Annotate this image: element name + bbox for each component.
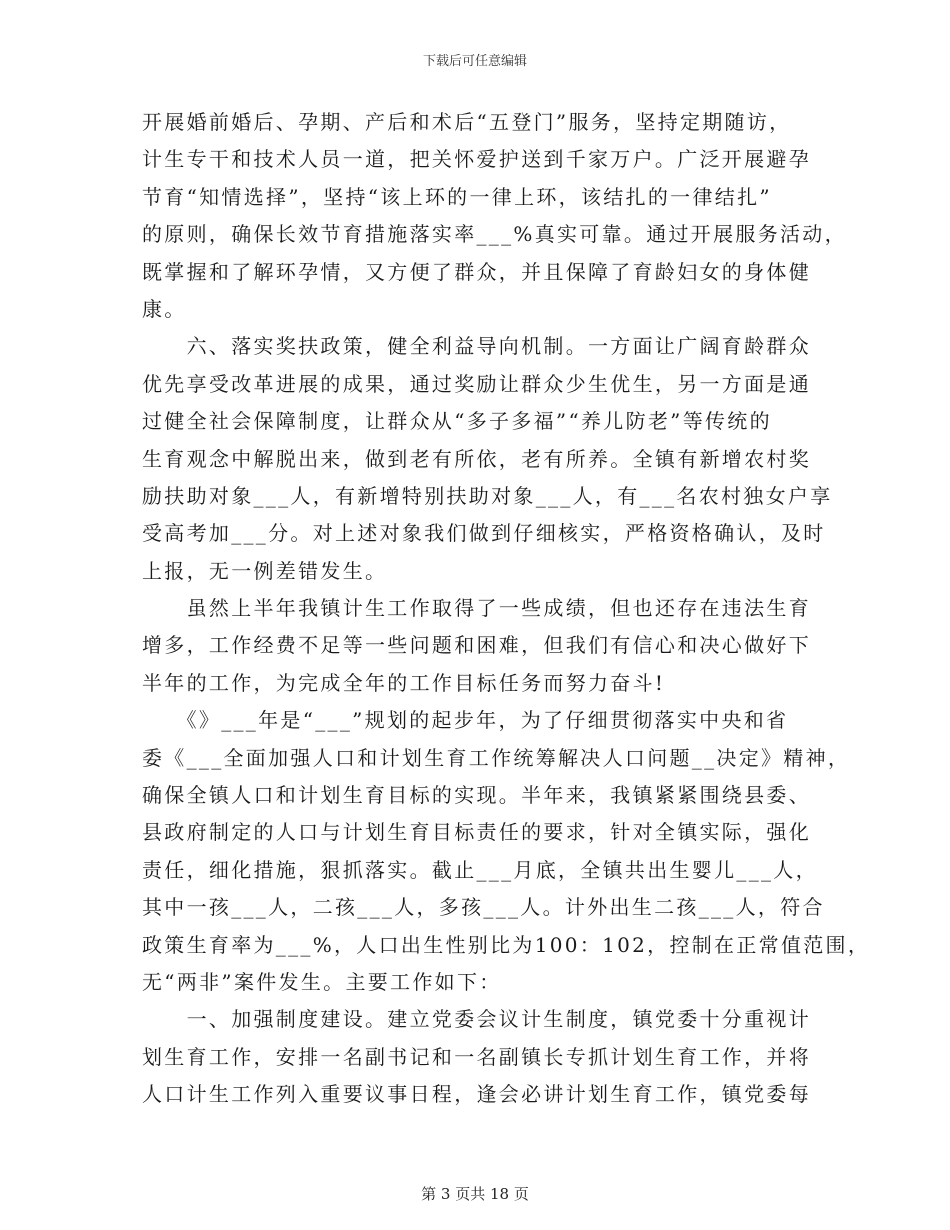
text-line: 增多，工作经费不足等一些问题和困难，但我们有信心和决心做好下 bbox=[142, 633, 811, 658]
text-line: 生育观念中解脱出来，做到老有所依，老有所养。全镇有新增农村奖 bbox=[142, 446, 811, 471]
text-line: 无“两非”案件发生。主要工作如下： bbox=[142, 969, 502, 994]
text-line: 计生专干和技术人员一道，把关怀爱护送到千家万户。广泛开展避孕 bbox=[142, 147, 811, 172]
text-line: 六、落实奖扶政策，健全利益导向机制。一方面让广阔育龄群众 bbox=[142, 334, 811, 359]
text-line: 划生育工作，安排一名副书记和一名副镇长专抓计划生育工作，并将 bbox=[142, 1044, 811, 1069]
text-line: 节育“知情选择”，坚持“该上环的一律上环，该结扎的一律结扎” bbox=[142, 184, 772, 209]
text-line: 一、加强制度建设。建立党委会议计生制度，镇党委十分重视计 bbox=[142, 1007, 811, 1032]
text-line: 责任，细化措施，狠抓落实。截止___月底，全镇共出生婴儿___人， bbox=[142, 857, 818, 882]
text-line: 励扶助对象___人，有新增特别扶助对象___人，有___名农村独女户享 bbox=[142, 483, 833, 508]
text-line: 其中一孩___人，二孩___人，多孩___人。计外出生二孩___人，符合 bbox=[142, 895, 825, 920]
text-line: 优先享受改革进展的成果，通过奖励让群众少生优生，另一方面是通 bbox=[142, 371, 811, 396]
text-line: 半年的工作，为完成全年的工作目标任务而努力奋斗! bbox=[142, 670, 666, 695]
page-header: 下载后可任意编辑 bbox=[422, 54, 527, 69]
text-line: 的原则，确保长效节育措施落实率___%真实可靠。通过开展服务活动， bbox=[142, 222, 847, 247]
text-line: 政策生育率为___%，人口出生性别比为100：102，控制在正常值范围， bbox=[142, 932, 871, 957]
text-line: 开展婚前婚后、孕期、产后和术后“五登门”服务，坚持定期随访， bbox=[142, 110, 792, 134]
text-line: 《》___年是“___”规划的起步年，为了仔细贯彻落实中央和省 bbox=[142, 708, 789, 733]
text-line: 过健全社会保障制度，让群众从“多子多福”“养儿防老”等传统的 bbox=[142, 409, 772, 434]
text-line: 县政府制定的人口与计划生育目标责任的要求，针对全镇实际，强化 bbox=[142, 820, 811, 845]
text-line: 委《___全面加强人口和计划生育工作统筹解决人口问题__决定》精神， bbox=[142, 745, 851, 770]
page-footer: 第 3 页共 18 页 bbox=[421, 1185, 529, 1203]
text-line: 上报，无一例差错发生。 bbox=[142, 558, 388, 583]
text-line: 确保全镇人口和计划生育目标的实现。半年来，我镇紧紧围绕县委、 bbox=[142, 783, 811, 808]
text-line: 人口计生工作列入重要议事日程，逢会必讲计划生育工作，镇党委每 bbox=[142, 1082, 811, 1107]
text-line: 虽然上半年我镇计生工作取得了一些成绩，但也还存在违法生育 bbox=[142, 596, 811, 621]
text-line: 康。 bbox=[142, 296, 187, 321]
text-line: 受高考加___分。对上述对象我们做到仔细核实，严格资格确认，及时 bbox=[142, 521, 826, 546]
text-line: 既掌握和了解环孕情，又方便了群众，并且保障了育龄妇女的身体健 bbox=[142, 259, 811, 284]
document-body bbox=[142, 104, 871, 1114]
